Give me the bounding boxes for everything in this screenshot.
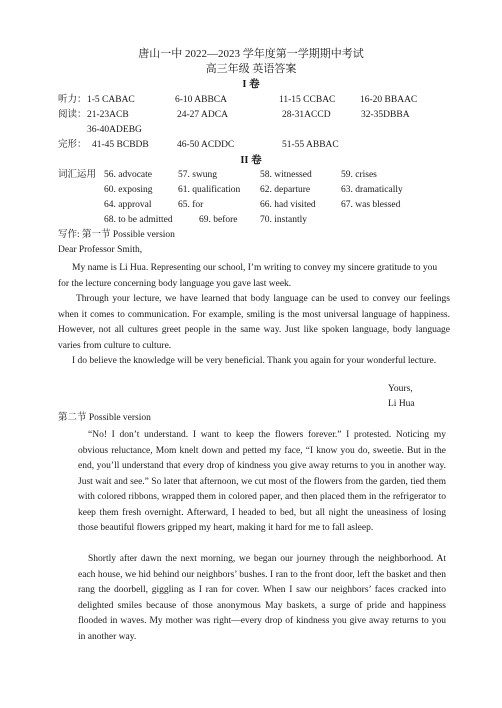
letter-closing: Yours, [388, 384, 413, 394]
vocab-label: 词汇运用 [58, 170, 97, 180]
letter-salutation: Dear Professor Smith, [58, 245, 143, 255]
letter-signature: Li Hua [388, 399, 415, 409]
story-paragraph: “No! I don’t understand. I want to keep the flowers forever.” I protested. Noticing my obvious reluctance, Mom knelt down and petted my face, “I know you do, sweetie. But in the end, you’ll understand that every drop of kindness you give away returns to you in another way. Just wait and see.” So later that afternoon, we cut most of the flowers from the garden, tied them with colored ribbons, wrapped them in colored paper, and then placed them in the refrigerator to keep them fresh overnight. Afterward, I headed to bed, but all night the uneasiness of losing those beautiful flowers gripped my heart, making it hard for me to fall asleep. [78, 430, 446, 533]
answer-group: 6-10 ABBCA [175, 95, 227, 105]
vocab-answer: 68. to be admitted [104, 215, 173, 225]
answer-group: 36-40ADEBG [87, 125, 142, 135]
answer-group: 41-45 BCBDB [92, 140, 149, 150]
cloze-label: 完形： [58, 140, 87, 150]
vocab-answer: 62. departure [260, 185, 311, 195]
vocab-answer: 61. qualification [178, 185, 241, 195]
vocab-answer: 65. for [178, 200, 204, 210]
part2-heading: II 卷 [240, 155, 262, 166]
reading-label: 阅读： [58, 110, 87, 120]
vocab-answer: 60. exposing [104, 185, 153, 195]
exam-subtitle: 高三年级 英语答案 [205, 63, 297, 75]
exam-title: 唐山一中 2022—2023 学年度第一学期期中考试 [138, 48, 364, 60]
answer-group: 46-50 ACDDC [177, 140, 235, 150]
vocab-answer: 70. instantly [260, 215, 307, 225]
answer-group: 1-5 CABAC [87, 95, 135, 105]
vocab-answer: 56. advocate [104, 170, 153, 180]
writing-section2-label: 第二节 Possible version [58, 413, 151, 423]
vocab-answer: 64. approval [104, 200, 152, 210]
vocab-answer: 59. crises [341, 170, 377, 180]
listening-label: 听力： [58, 95, 87, 105]
writing-section1-label: 写作: 第一节 Possible version [58, 230, 175, 240]
vocab-answer: 63. dramatically [341, 185, 403, 195]
answer-group: 28-31ACCD [282, 110, 331, 120]
letter-paragraph: My name is Li Hua. Representing our school, I’m writing to convey my sincere gratitude to you for the lecture concerning body language you gave last week. [58, 263, 438, 289]
answer-group: 51-55 ABBAC [282, 140, 339, 150]
story-paragraph: Shortly after dawn the next morning, we began our journey through the neighborhood. At each house, we hid behind our neighbors’ bushes. I ran to the front door, left the basket and then rang the doorbell, giggling as I ran for cover. When I saw our neighbors’ faces cracked into delighted smiles because of those anonymous May baskets, a surge of pride and happiness flooded in waves. My mother was right—every drop of kindness you give away returns to you in another way. [78, 554, 446, 642]
answer-group: 24-27 ADCA [177, 110, 228, 120]
vocab-answer: 58. witnessed [260, 170, 312, 180]
letter-paragraph: I do believe the knowledge will be very beneficial. Thank you again for your wonderful lecture. [72, 356, 437, 366]
vocab-answer: 66. had visited [260, 200, 316, 210]
answer-group: 32-35DBBA [361, 110, 410, 120]
vocab-answer: 69. before [199, 215, 238, 225]
answer-group: 16-20 BBAAC [360, 95, 418, 105]
vocab-answer: 67. was blessed [341, 200, 401, 210]
vocab-answer: 57. swung [178, 170, 218, 180]
answer-group: 11-15 CCBAC [279, 95, 336, 105]
answer-group: 21-23ACB [87, 110, 129, 120]
part1-heading: I 卷 [242, 79, 260, 90]
letter-paragraph: Through your lecture, we have learned that body language can be used to convey our feelings when it comes to communication. For example, smiling is the most universal language of happiness. However, not all cultures greet people in the same way. Just like spoken language, body language varies from culture to culture. [58, 294, 450, 351]
